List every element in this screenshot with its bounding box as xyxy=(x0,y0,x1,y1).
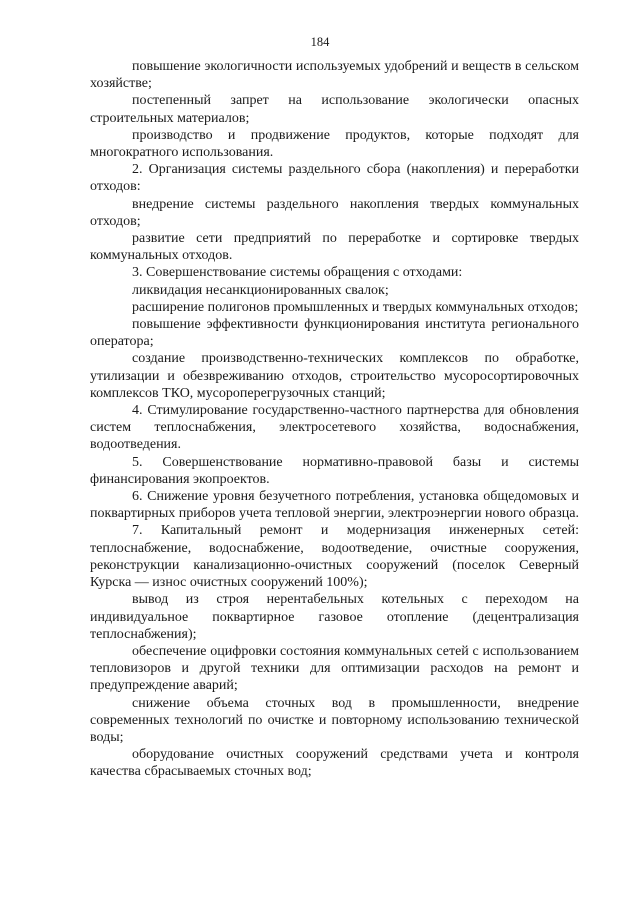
paragraph: 6. Снижение уровня безучетного потребления, установка общедомовых и поквартирных приборов учета тепловой энергии, электроэнергии нового образца. xyxy=(90,489,579,522)
paragraph: вывод из строя нерентабельных котельных с переходом на индивидуальное поквартирное газовое отопление (децентрализация теплоснабжения); xyxy=(90,592,579,642)
paragraph: 7. Капитальный ремонт и модернизация инженерных сетей: теплоснабжение, водоснабжение, водоотведение, очистные сооружения, реконструкции канализационно-очистных сооружений (поселок Северный Курска — износ очистных сооружений 100%); xyxy=(90,523,579,591)
paragraph: обеспечение оцифровки состояния коммунальных сетей с использованием тепловизоров и другой техники для оптимизации расходов на ремонт и предупреждение аварий; xyxy=(90,643,579,694)
paragraph: внедрение системы раздельного накопления твердых коммунальных отходов; xyxy=(90,196,579,229)
paragraph: повышение экологичности используемых удобрений и веществ в сельском хозяйстве; xyxy=(90,59,579,92)
paragraph: создание производственно-технических комплексов по обработке, утилизации и обезвреживанию отходов, строительство мусоросортировочных комплексов ТКО, мусороперегрузочных станций; xyxy=(90,351,579,401)
paragraph: 2. Организация системы раздельного сбора (накопления) и переработки отходов: xyxy=(90,162,579,195)
paragraph: постепенный запрет на использование экологически опасных строительных материалов; xyxy=(90,93,579,126)
document-body xyxy=(90,58,579,781)
paragraph: развитие сети предприятий по переработке и сортировке твердых коммунальных отходов. xyxy=(90,231,579,264)
paragraph: 3. Совершенствование системы обращения с отходами: xyxy=(132,265,463,281)
paragraph: оборудование очистных сооружений средствами учета и контроля качества сбрасываемых сточных вод; xyxy=(90,747,579,780)
paragraph: 5. Совершенствование нормативно-правовой базы и системы финансирования экопроектов. xyxy=(90,454,579,487)
page-number: 184 xyxy=(310,35,330,49)
paragraph: снижение объема сточных вод в промышленности, внедрение современных технологий по очистке и повторному использованию технической воды; xyxy=(90,695,579,745)
paragraph: расширение полигонов промышленных и твердых коммунальных отходов; xyxy=(132,299,579,315)
paragraph: производство и продвижение продуктов, которые подходят для многократного использования. xyxy=(90,127,579,161)
paragraph: повышение эффективности функционирования института регионального оператора; xyxy=(90,317,579,350)
paragraph: 4. Стимулирование государственно-частного партнерства для обновления систем теплоснабжения, электросетевого хозяйства, водоснабжения, водоотведения. xyxy=(90,403,579,453)
paragraph: ликвидация несанкционированных свалок; xyxy=(132,282,389,298)
